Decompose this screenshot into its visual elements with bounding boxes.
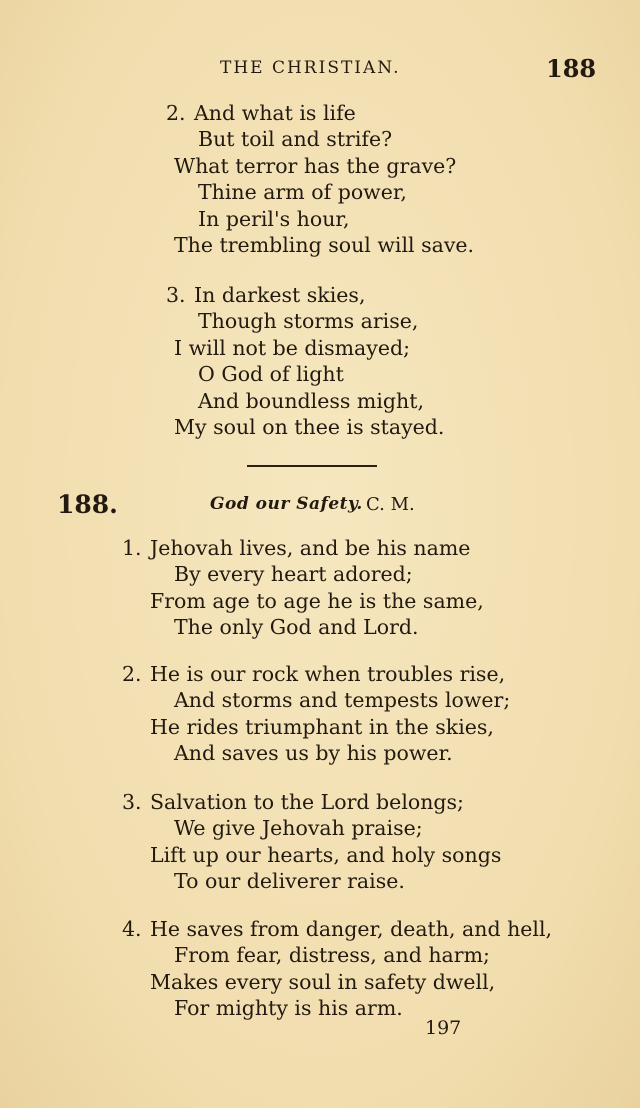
stanza-line: 2. He is our rock when troubles rise, [122,662,506,686]
stanza-line: The only God and Lord. [174,615,419,640]
running-title: THE CHRISTIAN. [220,58,401,78]
stanza-number: 3. [122,790,142,814]
stanza-line: 4. He saves from danger, death, and hell, [122,917,553,941]
prev-stanza-3 [166,282,444,440]
hymn-stanza-3 [122,789,501,895]
stanza-number: 4. [122,917,142,941]
page-number-bottom: 197 [425,1017,462,1039]
stanza-line: What terror has the grave? [174,153,457,178]
stanza-line: By every heart adored; [174,562,413,587]
stanza-line: From age to age he is the same, [150,588,484,613]
hymn-meter: C. M. [366,494,415,515]
section-divider [247,465,377,467]
stanza-line: The trembling soul will save. [174,233,475,258]
hymn-stanza-1 [122,535,484,641]
stanza-line: Lift up our hearts, and holy songs [150,842,502,867]
stanza-number: 2. [166,101,186,125]
stanza-line: But toil and strife? [198,127,393,152]
stanza-line: 3. Salvation to the Lord belongs; [122,790,464,814]
stanza-number: 1. [122,536,142,560]
stanza-line: And storms and tempests lower; [174,688,511,713]
stanza-line: 1. Jehovah lives, and be his name [122,536,471,560]
stanza-number: 2. [122,662,142,686]
stanza-line: Though storms arise, [198,309,419,334]
stanza-line: I will not be dismayed; [174,335,411,360]
stanza-line: 2. And what is life [166,101,356,125]
hymn-stanza-4 [122,916,552,1022]
stanza-line: Makes every soul in safety dwell, [150,969,496,994]
stanza-line: And saves us by his power. [174,741,453,766]
stanza-number: 3. [166,283,186,307]
prev-stanza-2 [166,100,474,258]
stanza-line: O God of light [198,362,344,387]
stanza-line: He rides triumphant in the skies, [150,714,494,739]
stanza-line: From fear, distress, and harm; [174,943,490,968]
stanza-line: In peril's hour, [198,206,350,231]
stanza-line: We give Jehovah praise; [174,816,423,841]
hymn-number: 188. [57,490,118,519]
stanza-line: My soul on thee is stayed. [174,415,445,440]
stanza-line: For mighty is his arm. [174,996,403,1021]
stanza-line: To our deliverer raise. [174,869,405,894]
hymn-stanza-2 [122,661,510,767]
stanza-line: Thine arm of power, [198,180,407,205]
hymn-title: God our Safety. [210,494,363,514]
stanza-line: And boundless might, [198,388,424,413]
stanza-line: 3. In darkest skies, [166,283,366,307]
page-number-top: 188 [546,54,597,83]
